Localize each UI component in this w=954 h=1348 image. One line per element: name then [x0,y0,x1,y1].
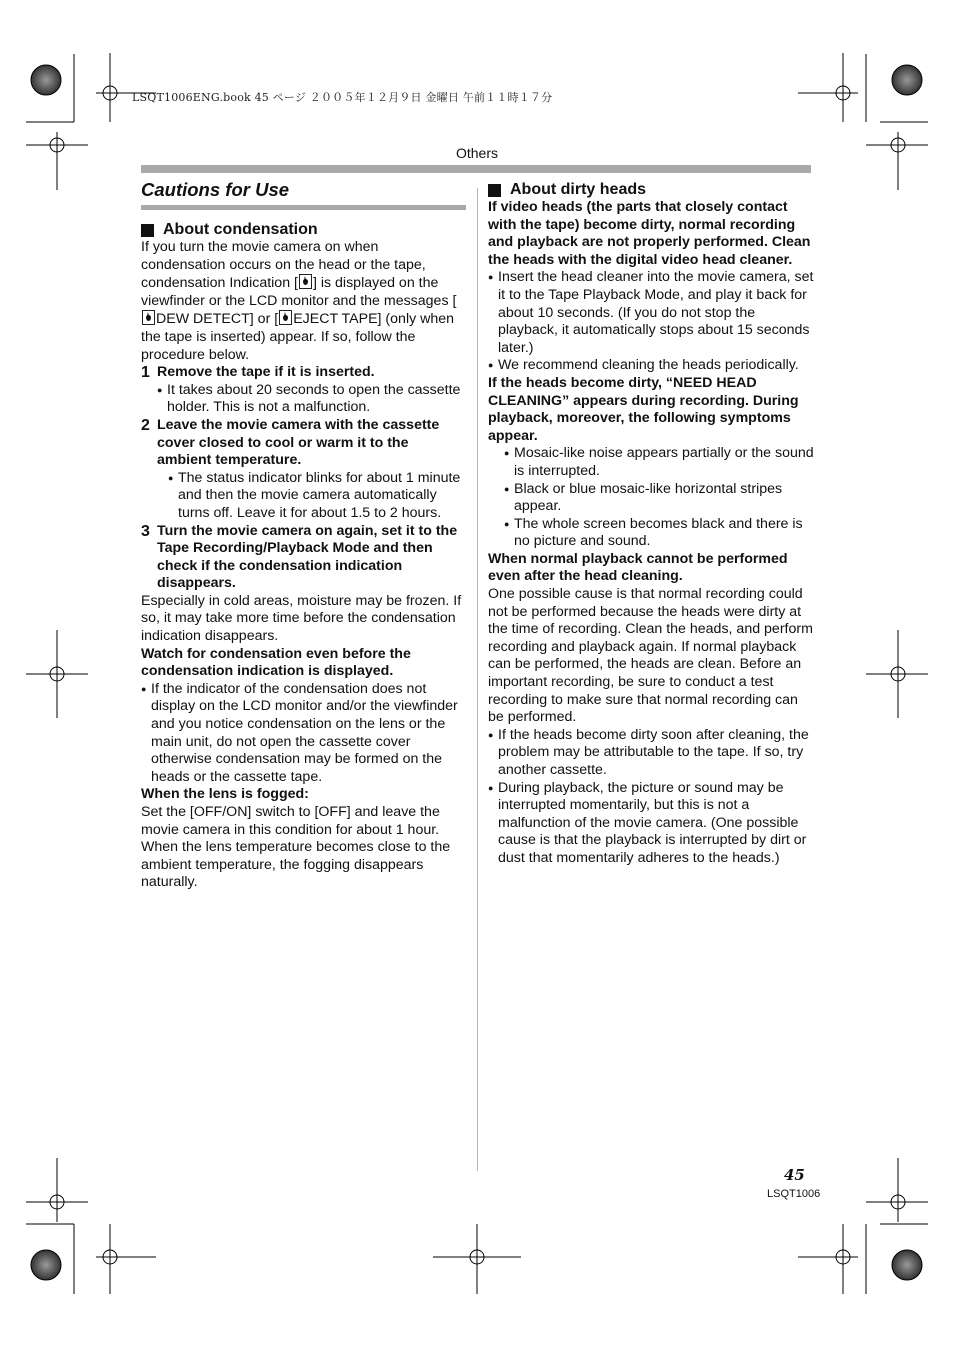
cold-areas-paragraph: Especially in cold areas, moisture may be frozen. If so, it may take more time before the condensation indication disappears. [141,592,462,645]
black-square-icon [141,224,154,237]
page-title: Cautions for Use [141,179,466,210]
periodic-bullet: ● We recommend cleaning the heads periodically. [488,357,814,375]
normal-playback-paragraph: One possible cause is that normal recording could not be performed because the heads were dirty at the time of recording. Clean the heads, and perform recording and playback again. If normal playback can be performed, the heads are clean. Before an important recording, be sure to conduct a test recording to make sure that normal recording can be performed. [488,586,813,726]
cleaner-bullet: ● Insert the head cleaner into the movie camera, set it to the Tape Playback Mode, and play it back for about 10 seconds. (If you do not stop the playback, it automatically stops about 15 seconds later.) [488,269,814,357]
section-label: Others [455,145,498,161]
symptom-item: ● Black or blue mosaic-like horizontal stripes appear. [504,481,814,516]
condensation-intro-part: If you turn the movie camera on when condensation occurs on the head or the tape, condensation Indication [ [141,239,426,292]
condensation-intro-part: DEW DETECT] or [ [156,311,279,328]
column-divider [477,188,478,1171]
dirty-heads-heading [488,181,814,199]
condensation-intro-part: ] is displayed on the viewfinder or the LCD monitor and the messages [ [141,275,457,309]
interruption-bullet: ● During playback, the picture or sound may be interrupted momentarily, but this is not a malfunction of the movie camera. (One possible cause is that the playback is interrupted by dirt or dust that momentarily adheres to the heads.) [488,780,814,868]
right-column [488,179,814,868]
dirty-heads-heading-text: About dirty heads [510,181,647,198]
tape-bullet: ● If the heads become dirty soon after cleaning, the problem may be attributable to the tape. If so, try another cassette. [488,727,814,780]
symptom-item: ● The whole screen becomes black and there is no picture and sound. [504,516,814,551]
watch-note: ● If the indicator of the condensation does not display on the LCD monitor and/or the viewfinder and you notice condensation on the lens or the main unit, do not open the cassette cover otherwise condensation may be formed on the heads or the cassette tape. [141,681,466,787]
step-1 [141,364,466,382]
water-drop-icon [279,310,292,325]
step-number: 3 [141,522,150,540]
fog-heading: When the lens is fogged: [141,786,309,803]
condensation-heading [141,221,466,239]
condensation-intro-part: EJECT TAPE] (only when the tape is inserted) appear. If so, follow the procedure below. [141,311,455,363]
step-2-note: ● The status indicator blinks for about 1 minute and then the movie camera automatically turns off. Leave it for about 1.5 to 2 hours. [168,470,466,523]
step-number: 1 [141,364,150,382]
page-number: 45 [784,1166,805,1184]
dirty-heads-intro: If video heads (the parts that closely contact with the tape) become dirty, normal recording and playback are not properly performed. Clean the heads with the digital video head cleaner. [488,199,811,268]
fog-paragraph: Set the [OFF/ON] switch to [OFF] and leave the movie camera in this condition for about 1 hour. When the lens temperature becomes close to the ambient temperature, the fogging disappears naturally. [141,804,451,891]
water-drop-icon [299,274,312,289]
symptom-item: ● Mosaic-like noise appears partially or the sound is interrupted. [504,445,814,480]
symptoms-heading: If the heads become dirty, “NEED HEAD CLEANING” appears during recording. During playback, moreover, the following symptoms appear. [488,374,799,444]
condensation-intro [141,239,466,364]
model-code: LSQT1006 [767,1188,821,1200]
step-text: Remove the tape if it is inserted. [157,364,375,381]
step-text: Leave the movie camera with the cassette cover closed to cool or warm it to the ambient temperature. [157,416,440,469]
step-text: Turn the movie camera on again, set it to the Tape Recording/Playback Mode and then check if the condensation indication disappears. [157,522,458,592]
step-1-note: ● It takes about 20 seconds to open the cassette holder. This is not a malfunction. [157,382,466,417]
watch-heading: Watch for condensation even before the condensation indication is displayed. [141,645,411,680]
black-square-icon [488,184,501,197]
left-column [141,179,466,892]
step-3 [141,523,466,593]
water-drop-icon [142,310,155,325]
step-2 [141,417,466,470]
normal-playback-heading: When normal playback cannot be performed even after the head cleaning. [488,550,788,585]
step-number: 2 [141,416,150,434]
print-header: LSQT1006ENG.book 45 ページ ２００５年１２月９日 金曜日 午前１１時１７分 [132,91,553,104]
condensation-heading-text: About condensation [163,221,318,238]
top-rule [141,165,811,173]
